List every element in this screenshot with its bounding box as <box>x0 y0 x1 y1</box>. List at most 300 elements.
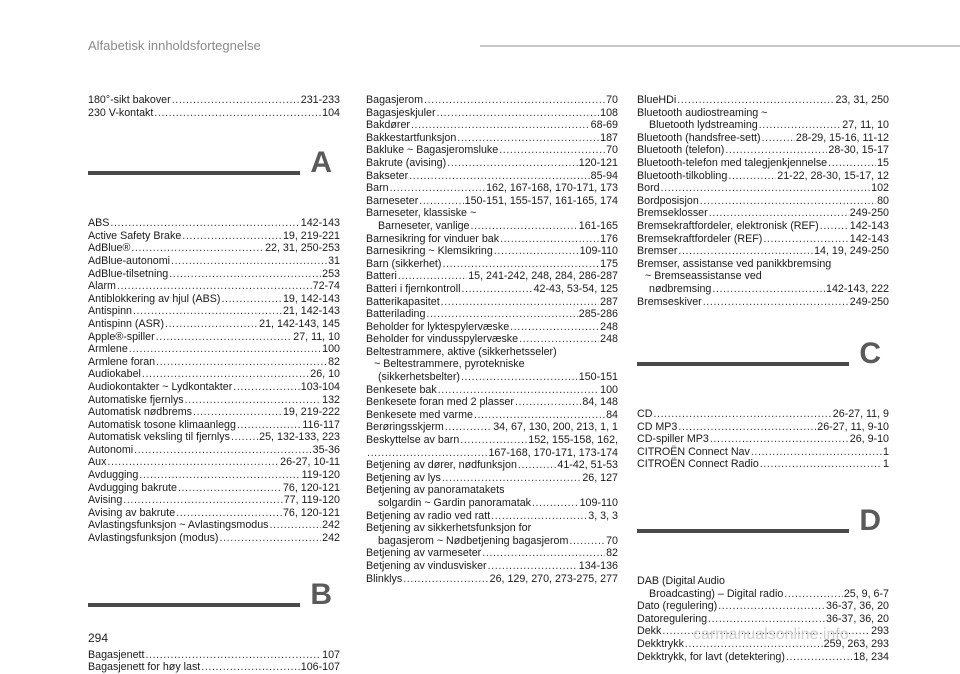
page-ref: 187 <box>600 131 618 144</box>
page-number: 294 <box>88 631 109 645</box>
index-entry <box>88 368 340 381</box>
header-title: Alfabetisk innholdsfortegnelse <box>88 38 261 53</box>
page-ref: 21-22, 28-30, 15-17, 12 <box>777 169 889 182</box>
index-term: Antispinn <box>88 305 132 318</box>
index-term: Bremser <box>637 245 678 258</box>
page-ref: 85-94 <box>590 169 618 182</box>
page-ref: 175 <box>600 257 618 270</box>
dot-leader <box>398 270 467 283</box>
dot-leader <box>156 331 293 344</box>
index-term: Benkesete bak <box>366 383 437 396</box>
index-term: Aux <box>88 456 107 469</box>
index-entry <box>366 270 618 283</box>
dot-leader <box>172 94 300 107</box>
index-entry <box>88 331 340 344</box>
index-term: Barnesikring ~ Klemsikring <box>366 245 493 258</box>
index-term: Bakrute (avising) <box>366 156 447 169</box>
pre-entries <box>88 94 340 119</box>
dot-leader <box>156 356 327 369</box>
page-ref: 41-42, 51-53 <box>557 459 618 472</box>
index-term: 230 V-kontakt <box>88 106 154 119</box>
index-entry <box>366 258 618 271</box>
page-ref: 68-69 <box>590 119 618 132</box>
index-entry <box>366 157 618 170</box>
dot-leader <box>437 107 600 120</box>
index-term: Datoregulering <box>637 612 708 625</box>
index-column-2 <box>366 94 618 585</box>
page-ref: 248 <box>600 320 618 333</box>
index-term: Bluetooth-tilkobling <box>637 169 728 182</box>
page-ref: 18, 234 <box>853 650 889 663</box>
page-ref: 80 <box>877 194 889 207</box>
index-entry <box>637 600 889 613</box>
index-entry <box>366 434 618 447</box>
index-term: Bakseter <box>366 169 409 182</box>
page-ref: 150-151, 155-157, 161-165, 174 <box>464 194 618 207</box>
index-subterm: ~ Bremseassistanse ved <box>645 270 762 283</box>
index-term: Bluetooth (telefon) <box>637 144 725 157</box>
index-entry <box>88 255 340 268</box>
dot-leader <box>661 182 871 195</box>
page-ref: 152, 155-158, 162, <box>528 434 618 447</box>
page-ref: 19, 219-222 <box>282 406 340 419</box>
index-term: Beholder for lyktespylervæske <box>366 320 510 333</box>
dot-leader <box>442 472 581 485</box>
section-d-entries <box>637 575 889 663</box>
index-term: Beltestrammere, aktive (sikkerhetsseler) <box>366 345 557 358</box>
dot-leader <box>237 419 301 432</box>
dot-leader <box>176 507 282 520</box>
index-entry <box>88 343 340 356</box>
dot-leader <box>471 220 578 233</box>
dot-leader <box>419 195 463 208</box>
page-ref: 70 <box>606 534 618 547</box>
index-entry <box>366 522 618 547</box>
index-term: Batteri i fjernkontroll <box>366 282 461 295</box>
index-term: Audiokabel <box>88 368 141 381</box>
dot-leader <box>182 230 282 243</box>
dot-leader <box>270 519 322 532</box>
page-ref: 231-233 <box>300 94 340 106</box>
dot-leader <box>139 469 300 482</box>
page-ref: 249-250 <box>849 207 889 220</box>
dot-leader <box>134 444 312 457</box>
index-term: Betjening av varmeseter <box>366 547 482 560</box>
page-ref: 249-250 <box>849 295 889 308</box>
dot-leader <box>367 447 487 460</box>
page-ref: 21, 142-143, 145 <box>259 317 340 330</box>
page-ref: 36-37, 36, 20 <box>826 600 889 613</box>
page-ref: 72-74 <box>312 280 340 293</box>
page-ref: 26, 129, 270, 273-275, 277 <box>489 572 618 585</box>
page-ref: 242 <box>322 532 340 545</box>
index-term: Barn <box>366 182 389 195</box>
dot-leader <box>461 283 532 296</box>
index-term: Automatisk tosone klimaanlegg <box>88 418 236 431</box>
index-entry <box>637 296 889 309</box>
index-term: Dekktrykk <box>637 638 684 651</box>
dot-leader <box>709 207 849 220</box>
index-term: Batterikapasitet <box>366 295 440 308</box>
index-entry <box>366 296 618 309</box>
index-term: Bluetooth-telefon med talegjenkjennelse <box>637 156 828 169</box>
index-term: Antispinn (ASR) <box>88 317 165 330</box>
section-b-entries-cont <box>366 94 618 585</box>
index-entry <box>88 268 340 281</box>
page-ref: 19, 219-221 <box>282 229 340 242</box>
index-entry <box>637 170 889 183</box>
index-term: Armlene <box>88 343 128 356</box>
dot-leader <box>712 283 825 296</box>
index-term: Betjening av radio ved ratt <box>366 509 491 522</box>
dot-leader <box>760 458 882 471</box>
dot-leader <box>110 217 299 230</box>
section-header-a <box>88 146 340 213</box>
page-ref: 120-121 <box>578 156 618 169</box>
index-term: Active Safety Brake <box>88 229 182 242</box>
dot-leader <box>403 573 488 586</box>
index-column-3 <box>637 94 889 663</box>
page-ref: 102 <box>871 182 889 195</box>
index-term: CITROËN Connect Radio <box>637 458 759 471</box>
index-subterm: (sikkerhetsbelter) <box>378 371 460 384</box>
page-ref: 3, 3, 3 <box>588 509 618 522</box>
page-ref: 104 <box>322 106 340 119</box>
dot-leader <box>700 195 876 208</box>
index-term: Barneseter <box>366 194 419 207</box>
index-entry <box>637 613 889 626</box>
index-entry <box>88 406 340 419</box>
section-letter-c: C <box>859 337 881 371</box>
dot-leader <box>426 308 577 321</box>
dot-leader <box>784 588 843 601</box>
index-entry <box>637 94 889 107</box>
index-subterm: bagasjerom ~ Nødbetjening bagasjerom <box>378 534 569 547</box>
index-entry <box>366 510 618 523</box>
index-entry <box>637 144 889 157</box>
page-ref: 242 <box>322 519 340 532</box>
section-header-b <box>88 577 340 645</box>
dot-leader <box>678 421 816 434</box>
index-column-1 <box>88 94 340 674</box>
page-ref: 82 <box>328 355 340 368</box>
page-ref: 103-104 <box>300 380 340 393</box>
index-entry <box>88 94 340 107</box>
index-subterm: solgardin ~ Gardin panoramatak <box>378 497 531 509</box>
index-term: Blinklys <box>366 572 403 585</box>
index-subterm: Bluetooth lydstreaming <box>649 119 758 132</box>
section-rule <box>88 171 300 175</box>
index-entry <box>637 458 889 471</box>
page-ref: 28-29, 15-16, 11-12 <box>795 131 889 144</box>
page-ref: 161-165 <box>578 219 618 232</box>
index-subterm: Broadcasting) – Digital radio <box>649 587 784 600</box>
page-ref: 14, 19, 249-250 <box>814 245 889 258</box>
index-entry <box>366 560 618 573</box>
index-entry <box>637 207 889 220</box>
page-ref: 34, 67, 130, 200, 213, 1, 1 <box>493 421 618 434</box>
section-header-c <box>637 337 889 404</box>
dot-leader <box>751 446 882 459</box>
page-ref: 293 <box>871 625 889 638</box>
dot-leader <box>107 456 279 469</box>
index-entry <box>366 484 618 509</box>
index-term: Barneseter, klassiske ~ <box>366 207 477 220</box>
index-term: CD-spiller MP3 <box>637 433 709 446</box>
dot-leader <box>185 394 322 407</box>
page-ref: 248 <box>600 333 618 346</box>
dot-leader <box>220 532 322 545</box>
dot-leader <box>710 433 849 446</box>
index-entry <box>88 661 340 674</box>
page-ref: 15 <box>877 156 889 169</box>
dot-leader <box>424 94 605 107</box>
index-term: Barnesikring for vinduer bak <box>366 232 500 245</box>
index-term: Bagasjenett for høy last <box>88 661 201 674</box>
index-entry <box>88 217 340 230</box>
dot-leader <box>718 600 825 613</box>
page-ref: 77, 119-120 <box>283 494 340 507</box>
dot-leader <box>703 296 849 309</box>
page-ref: 259, 263, 293 <box>823 638 889 651</box>
index-term: Antiblokkering av hjul (ABS) <box>88 292 221 305</box>
index-entry <box>88 507 340 520</box>
dot-leader <box>131 242 264 255</box>
page-ref: 132 <box>322 393 340 406</box>
dot-leader <box>169 268 321 281</box>
index-entry <box>88 431 340 444</box>
dot-leader <box>142 368 309 381</box>
dot-leader <box>494 245 579 258</box>
dot-leader <box>447 157 578 170</box>
index-entry <box>366 119 618 132</box>
index-term: Dekktrykk, for lavt (detektering) <box>637 650 785 663</box>
page-ref: 253 <box>322 267 340 280</box>
index-term: Betjening av dører, nødfunksjon <box>366 459 517 472</box>
dot-leader <box>678 245 813 258</box>
index-term: Betjening av vindusvisker <box>366 559 487 572</box>
header-rule <box>480 45 960 47</box>
page-ref: 84, 148 <box>582 396 618 409</box>
page-ref: 1 <box>883 458 889 471</box>
dot-leader <box>165 318 258 331</box>
index-term: AdBlue-autonomi <box>88 254 170 267</box>
page-ref: 100 <box>322 343 340 356</box>
index-entry <box>366 207 618 232</box>
index-term: Apple®-spiller <box>88 330 155 343</box>
index-term: Betjening av panoramatakets <box>366 484 505 497</box>
index-entry <box>366 144 618 157</box>
index-term: Alarm <box>88 280 116 293</box>
page-ref: 142-143 <box>300 217 340 230</box>
index-entry <box>637 182 889 195</box>
page-ref: 119-120 <box>301 469 340 482</box>
page-ref: 109-110 <box>579 497 618 509</box>
dot-leader <box>171 255 327 268</box>
dot-leader <box>725 144 827 157</box>
index-entry <box>88 519 340 532</box>
index-term: Bagasjenett <box>88 648 145 661</box>
index-term: Berøringsskjerm <box>366 421 444 434</box>
index-term: Batterilading <box>366 308 426 321</box>
index-entry <box>88 230 340 243</box>
dot-leader <box>762 132 795 145</box>
page-ref: 285-286 <box>578 308 618 321</box>
dot-leader <box>828 157 876 170</box>
index-term: Bremser, assistanse ved panikkbremsing <box>637 257 832 270</box>
index-term: AdBlue-tilsetning <box>88 267 169 280</box>
dot-leader <box>129 343 321 356</box>
index-entry <box>366 233 618 246</box>
index-subterm: nødbremsing <box>649 282 712 295</box>
page-ref: 26, 9-10 <box>849 433 889 446</box>
index-entry <box>637 408 889 421</box>
index-entry <box>637 132 889 145</box>
index-term: Bremsekraftfordeler (REF) <box>637 232 763 245</box>
index-term: Bremseskiver <box>637 295 702 308</box>
index-term: Bremsekraftfordeler, elektronisk (REF) <box>637 219 819 232</box>
page-ref: 142-143 <box>849 232 889 245</box>
index-term: Betjening av lys <box>366 471 441 484</box>
page-ref: 26, 127 <box>582 471 618 484</box>
section-letter-a: A <box>310 146 332 180</box>
dot-leader <box>532 497 579 510</box>
page-ref: 19, 142-143 <box>282 292 340 305</box>
index-entry <box>88 532 340 545</box>
page-ref: 76, 120-121 <box>282 506 340 519</box>
page-ref: 26-27, 11, 9 <box>832 408 889 421</box>
index-term: 180°-sikt bakover <box>88 94 171 106</box>
page-ref: 70 <box>606 144 618 157</box>
page-ref: 76, 120-121 <box>282 481 340 494</box>
page-ref: 82 <box>606 547 618 560</box>
index-term: Autonomi <box>88 443 134 456</box>
index-entry <box>637 107 889 132</box>
index-entry <box>88 293 340 306</box>
page-ref: 26-27, 10-11 <box>280 456 340 469</box>
page-ref: 25, 9, 6-7 <box>843 587 889 600</box>
index-term: Automatisk nødbrems <box>88 406 192 419</box>
section-header-d <box>637 504 889 571</box>
index-entry <box>366 132 618 145</box>
dot-leader <box>728 170 776 183</box>
dot-leader <box>519 333 599 346</box>
dot-leader <box>231 431 258 444</box>
dot-leader <box>500 233 599 246</box>
index-entry <box>88 107 340 120</box>
page-ref: 150-151 <box>578 371 618 384</box>
index-entry <box>88 649 340 662</box>
page-ref: 36-37, 36, 20 <box>826 612 889 625</box>
index-entry <box>366 409 618 422</box>
page-ref: 287 <box>600 295 618 308</box>
page-ref: 134-136 <box>578 559 618 572</box>
index-term: Avdugging bakrute <box>88 481 177 494</box>
index-term: Bremseklosser <box>637 207 708 220</box>
page-ref: 42-43, 53-54, 125 <box>533 282 618 295</box>
page-ref: 116-117 <box>302 418 340 431</box>
index-entry <box>366 421 618 434</box>
index-entry <box>88 444 340 457</box>
page-ref: 15, 241-242, 248, 284, 286-287 <box>468 270 618 283</box>
index-entry <box>366 308 618 321</box>
index-term: Bagasjeskjuler <box>366 106 436 119</box>
index-term: AdBlue® <box>88 242 131 255</box>
index-entry <box>88 494 340 507</box>
page-ref: 167-168, 170-171, 173-174 <box>488 446 618 459</box>
index-entry <box>366 459 618 472</box>
index-subterm: ~ Beltestrammere, pyrotekniske <box>374 358 525 371</box>
dot-leader <box>409 170 589 183</box>
index-term: ABS <box>88 217 110 230</box>
index-entry <box>88 242 340 255</box>
dot-leader <box>145 649 321 662</box>
section-letter-d: D <box>859 504 881 538</box>
section-rule <box>637 529 849 533</box>
page-ref: 35-36 <box>312 443 340 456</box>
page-ref: 100 <box>600 383 618 396</box>
dot-leader <box>499 144 605 157</box>
dot-leader <box>488 560 578 573</box>
page-ref: 142-143, 222 <box>826 282 889 295</box>
index-term: Armlene foran <box>88 355 156 368</box>
dot-leader <box>460 434 527 447</box>
page-ref: 142-143 <box>849 219 889 232</box>
page-ref: 26-27, 11, 9-10 <box>817 420 889 433</box>
index-entry <box>366 547 618 560</box>
index-term: CITROËN Connect Nav <box>637 445 750 458</box>
dot-leader <box>123 494 282 507</box>
page-ref: 22, 31, 250-253 <box>265 242 340 255</box>
index-term: Automatiske fjernlys <box>88 393 184 406</box>
index-term: Benkesete med varme <box>366 408 473 421</box>
page-ref: 84 <box>606 408 618 421</box>
page-ref: 21, 142-143 <box>282 305 340 318</box>
index-entry <box>637 245 889 258</box>
dot-leader <box>201 661 299 674</box>
dot-leader <box>457 132 599 145</box>
page-ref: 1 <box>883 445 889 458</box>
index-entry <box>637 258 889 296</box>
index-term: BlueHDi <box>637 94 677 106</box>
index-term: Bordposisjon <box>637 194 699 207</box>
index-entry <box>88 318 340 331</box>
section-b-entries-start <box>88 649 340 674</box>
index-term: Beholder for vindusspylervæske <box>366 333 519 346</box>
index-subterm: Barneseter, vanlige <box>378 219 470 232</box>
page-ref: 108 <box>600 106 618 119</box>
index-term: Batteri <box>366 270 397 283</box>
index-term: Dato (regulering) <box>637 600 718 613</box>
dot-leader <box>154 107 321 120</box>
index-entry <box>637 433 889 446</box>
index-term: Bluetooth (handsfree-sett) <box>637 131 761 144</box>
index-entry <box>366 94 618 107</box>
index-entry <box>366 333 618 346</box>
index-term: DAB (Digital Audio <box>637 575 725 588</box>
page-ref: 26, 10 <box>310 368 340 381</box>
dot-leader <box>442 258 599 271</box>
index-entry <box>88 305 340 318</box>
index-term: CD <box>637 408 653 421</box>
index-term: Avdugging <box>88 469 139 482</box>
page-header <box>0 28 960 58</box>
dot-leader <box>390 182 485 195</box>
dot-leader <box>441 296 599 309</box>
index-entry <box>637 220 889 233</box>
dot-leader <box>411 119 590 132</box>
dot-leader <box>759 119 842 132</box>
